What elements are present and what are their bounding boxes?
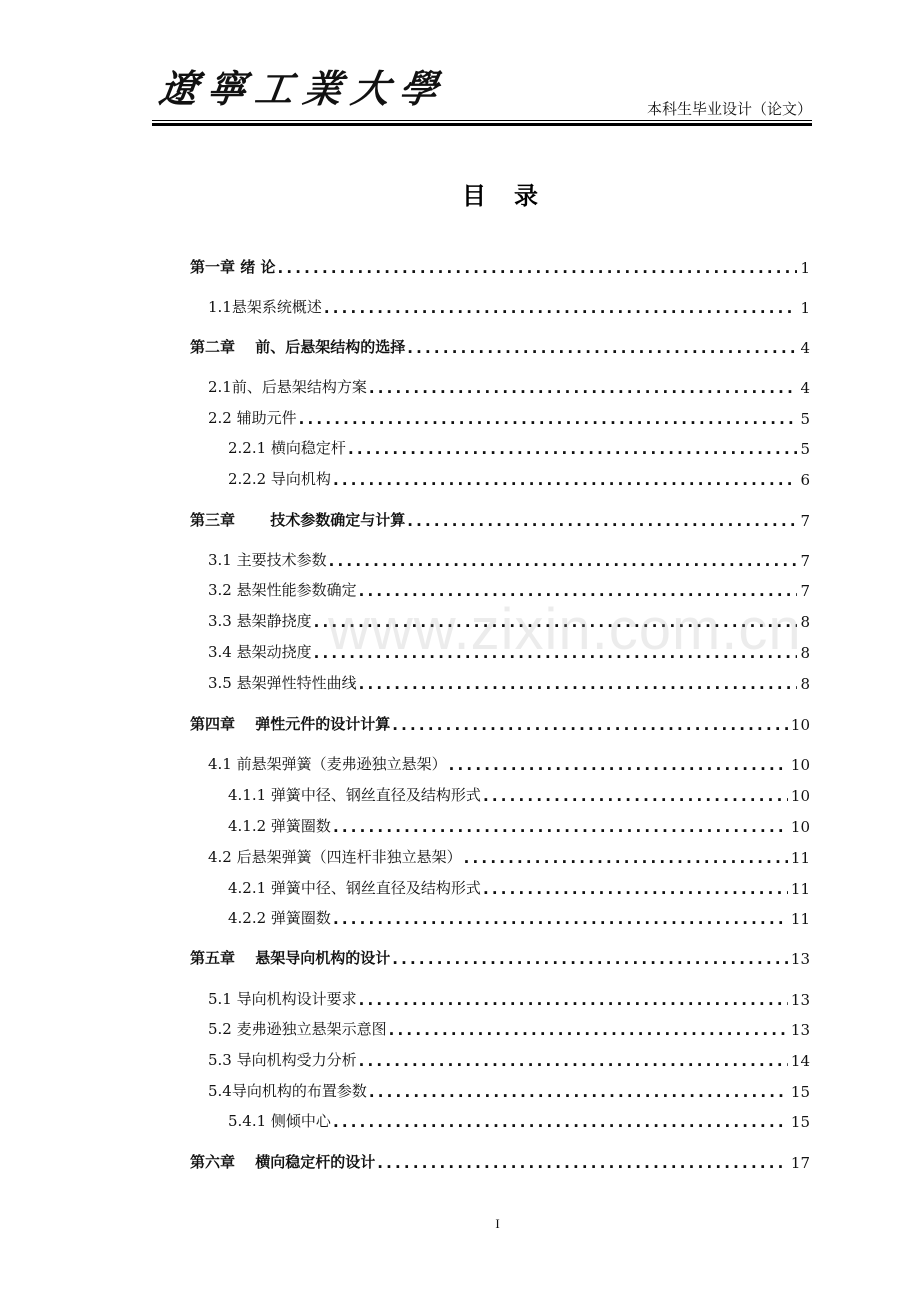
toc-entry-page: 6	[800, 471, 810, 489]
toc-entry-page: 13	[790, 1021, 810, 1039]
header-subtitle: 本科生毕业设计（论文）	[646, 100, 812, 118]
toc-dot-leader	[389, 1023, 788, 1038]
toc-dot-leader	[407, 514, 797, 529]
toc-section-entry[interactable]	[208, 669, 810, 693]
toc-entry-label: 3.5 悬架弹性特性曲线	[208, 674, 357, 692]
toc-entry-label: 3.3 悬架静挠度	[208, 612, 312, 630]
toc-entry-page: 13	[790, 991, 810, 1009]
toc-entry-label: 第六章 横向稳定杆的设计	[190, 1153, 376, 1171]
toc-section-entry[interactable]	[208, 1077, 810, 1101]
toc-section-entry[interactable]	[228, 874, 810, 898]
toc-entry-label: 5.4导向机构的布置参数	[208, 1082, 367, 1100]
toc-section-entry[interactable]	[228, 781, 810, 805]
toc-entry-label: 4.2 后悬架弹簧（四连杆非独立悬架）	[208, 848, 462, 866]
toc-section-entry[interactable]	[208, 750, 810, 774]
toc-entry-page: 5	[800, 440, 810, 458]
toc-entry-page: 1	[800, 259, 810, 277]
toc-entry-page: 10	[790, 756, 810, 774]
toc-section-entry[interactable]	[208, 843, 810, 867]
toc-entry-label: 2.2 辅助元件	[208, 409, 297, 427]
toc-entry-page: 13	[790, 950, 810, 968]
toc-entry-page: 15	[790, 1083, 810, 1101]
toc-dot-leader	[392, 952, 788, 967]
toc-entry-label: 第五章 悬架导向机构的设计	[190, 949, 391, 967]
toc-entry-page: 10	[790, 716, 810, 734]
toc-section-entry[interactable]	[228, 434, 810, 458]
toc-dot-leader	[277, 261, 797, 276]
toc-entry-page: 10	[790, 787, 810, 805]
toc-section-entry[interactable]	[228, 465, 810, 489]
toc-section-entry[interactable]	[208, 1015, 810, 1039]
toc-section-entry[interactable]	[208, 404, 810, 428]
toc-entry-page: 11	[790, 849, 810, 867]
toc-dot-leader	[329, 554, 798, 569]
toc-entry-label: 第四章 弹性元件的设计计算	[190, 715, 391, 733]
toc-dot-leader	[333, 1115, 788, 1130]
toc-entry-label: 4.2.1 弹簧中径、钢丝直径及结构形式	[228, 879, 481, 897]
toc-dot-leader	[407, 341, 797, 356]
toc-dot-leader	[359, 1054, 788, 1069]
toc-chapter-entry[interactable]	[190, 944, 810, 968]
toc-entry-label: 4.1.2 弹簧圈数	[228, 817, 331, 835]
toc-entry-label: 5.2 麦弗逊独立悬架示意图	[208, 1020, 387, 1038]
toc-entry-label: 4.2.2 弹簧圈数	[228, 909, 331, 927]
toc-dot-leader	[324, 301, 798, 316]
toc-entry-label: 3.2 悬架性能参数确定	[208, 581, 357, 599]
header-rule-thin	[152, 120, 812, 121]
toc-chapter-entry[interactable]	[190, 1148, 810, 1172]
toc-entry-label: 5.1 导向机构设计要求	[208, 990, 357, 1008]
university-logo: 遼寧工業大學	[156, 66, 451, 111]
toc-entry-page: 8	[800, 675, 810, 693]
toc-entry-label: 1.1悬架系统概述	[208, 298, 322, 316]
toc-entry-page: 11	[790, 910, 810, 928]
toc-entry-page: 7	[800, 512, 810, 530]
toc-entry-label: 5.4.1 侧倾中心	[228, 1112, 331, 1130]
toc-entry-page: 4	[800, 379, 810, 397]
toc-entry-label: 第三章 技术参数确定与计算	[190, 511, 406, 529]
toc-section-entry[interactable]	[208, 985, 810, 1009]
toc-entry-label: 5.3 导向机构受力分析	[208, 1051, 357, 1069]
toc-entry-page: 10	[790, 818, 810, 836]
toc-dot-leader	[369, 381, 798, 396]
toc-title: 目录	[462, 182, 566, 210]
toc-entry-page: 17	[790, 1154, 810, 1172]
toc-chapter-entry[interactable]	[190, 710, 810, 734]
toc-section-entry[interactable]	[228, 1107, 810, 1131]
toc-dot-leader	[377, 1156, 788, 1171]
toc-entry-page: 1	[800, 299, 810, 317]
toc-dot-leader	[333, 912, 788, 927]
toc-dot-leader	[464, 851, 788, 866]
toc-dot-leader	[299, 412, 798, 427]
toc-entry-page: 4	[800, 339, 810, 357]
toc-dot-leader	[449, 758, 788, 773]
toc-dot-leader	[359, 677, 798, 692]
toc-chapter-entry[interactable]	[190, 333, 810, 357]
toc-chapter-entry[interactable]	[190, 506, 810, 530]
toc-entry-label: 2.1前、后悬架结构方案	[208, 378, 367, 396]
page-number: I	[495, 1216, 500, 1231]
toc-entry-page: 7	[800, 582, 810, 600]
toc-entry-label: 第一章 绪 论	[190, 258, 276, 276]
header-rule-thick	[152, 123, 812, 126]
toc-section-entry[interactable]	[208, 1046, 810, 1070]
toc-entry-label: 2.2.1 横向稳定杆	[228, 439, 346, 457]
toc-section-entry[interactable]	[228, 904, 810, 928]
toc-dot-leader	[333, 820, 788, 835]
toc-entry-label: 4.1.1 弹簧中径、钢丝直径及结构形式	[228, 786, 481, 804]
toc-dot-leader	[369, 1085, 788, 1100]
toc-entry-label: 3.1 主要技术参数	[208, 551, 327, 569]
toc-entry-label: 2.2.2 导向机构	[228, 470, 331, 488]
toc-dot-leader	[483, 789, 788, 804]
toc-entry-page: 7	[800, 552, 810, 570]
toc-entry-page: 14	[790, 1052, 810, 1070]
toc-entry-label: 3.4 悬架动挠度	[208, 643, 312, 661]
toc-dot-leader	[483, 882, 788, 897]
watermark: www.zixin.com.cn	[328, 597, 802, 662]
toc-dot-leader	[359, 993, 788, 1008]
toc-section-entry[interactable]	[228, 812, 810, 836]
toc-dot-leader	[348, 442, 798, 457]
toc-dot-leader	[333, 473, 798, 488]
toc-entry-page: 8	[800, 613, 810, 631]
toc-entry-page: 15	[790, 1113, 810, 1131]
toc-chapter-entry[interactable]	[190, 253, 810, 277]
toc-entry-label: 4.1 前悬架弹簧（麦弗逊独立悬架）	[208, 755, 447, 773]
toc-section-entry[interactable]	[208, 293, 810, 317]
toc-entry-label: 第二章 前、后悬架结构的选择	[190, 338, 406, 356]
toc-entry-page: 5	[800, 410, 810, 428]
toc-section-entry[interactable]	[208, 373, 810, 397]
toc-entry-page: 8	[800, 644, 810, 662]
toc-entry-page: 11	[790, 880, 810, 898]
toc-dot-leader	[392, 718, 788, 733]
toc-section-entry[interactable]	[208, 546, 810, 570]
